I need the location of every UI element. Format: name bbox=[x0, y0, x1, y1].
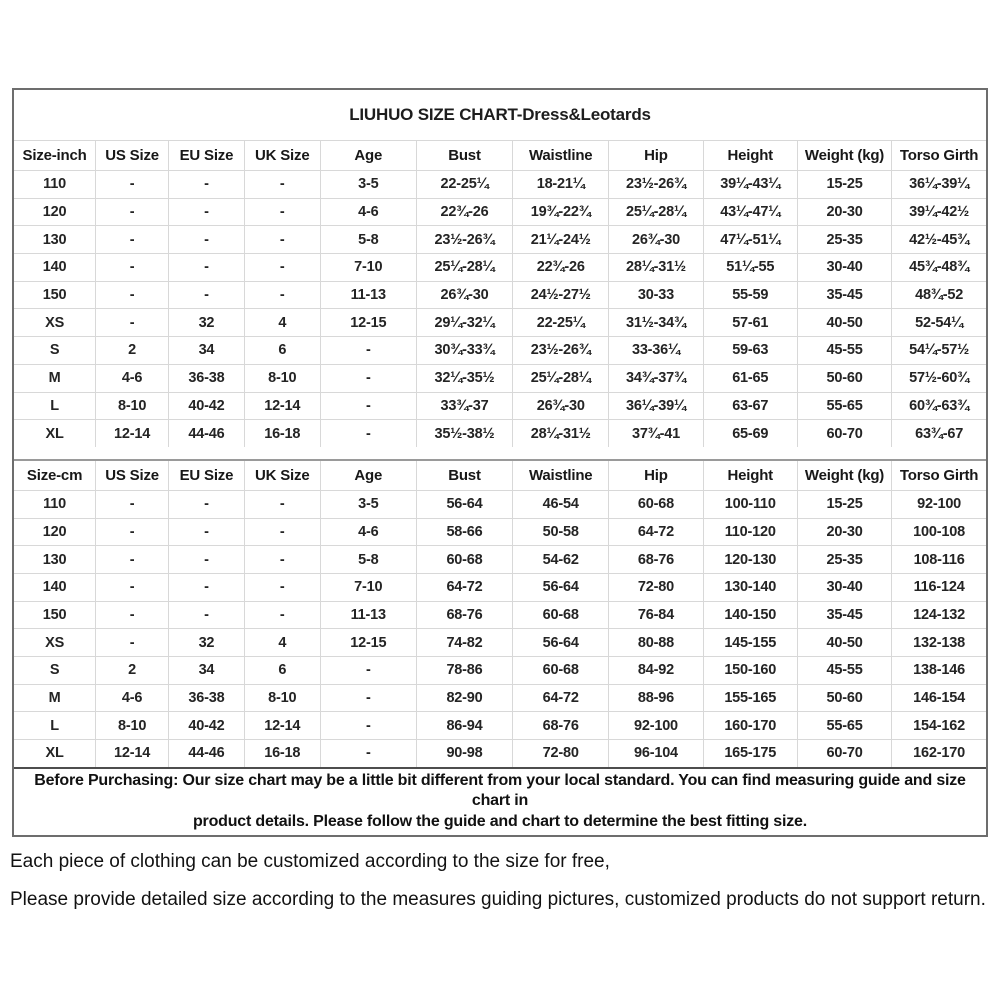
table-cell: 11-13 bbox=[320, 281, 416, 309]
table-row bbox=[14, 740, 986, 767]
chart-title: LIUHUO SIZE CHART-Dress&Leotards bbox=[14, 90, 986, 141]
table-cell: 76-84 bbox=[609, 601, 703, 629]
size-label-cell: 110 bbox=[14, 490, 96, 518]
table-cell: 29¼-32¼ bbox=[416, 309, 512, 337]
column-header: Weight (kg) bbox=[797, 461, 891, 491]
table-cell: - bbox=[169, 198, 245, 226]
table-cell: 90-98 bbox=[416, 740, 512, 767]
table-cell: 33¾-37 bbox=[416, 392, 512, 420]
table-cell: 74-82 bbox=[416, 629, 512, 657]
column-header: Height bbox=[703, 461, 797, 491]
table-cell: 2 bbox=[96, 337, 169, 365]
table-cell: 63-67 bbox=[703, 392, 797, 420]
header-row bbox=[14, 141, 986, 171]
table-row bbox=[14, 490, 986, 518]
table-row bbox=[14, 420, 986, 447]
table-cell: - bbox=[96, 226, 169, 254]
size-label-cell: 110 bbox=[14, 171, 96, 199]
table-cell: 68-76 bbox=[513, 712, 609, 740]
size-label-cell: 150 bbox=[14, 601, 96, 629]
table-cell: - bbox=[169, 601, 245, 629]
table-cell: 92-100 bbox=[892, 490, 986, 518]
table-cell: 12-14 bbox=[96, 740, 169, 767]
column-header: Bust bbox=[416, 461, 512, 491]
table-cell: 44-46 bbox=[169, 420, 245, 447]
size-label-cell: XL bbox=[14, 740, 96, 767]
table-cell: 24½-27½ bbox=[513, 281, 609, 309]
table-cell: 64-72 bbox=[609, 518, 703, 546]
table-cell: 36-38 bbox=[169, 684, 245, 712]
table-cell: 162-170 bbox=[892, 740, 986, 767]
table-cell: 120-130 bbox=[703, 546, 797, 574]
table-cell: - bbox=[96, 254, 169, 282]
size-label-cell: 140 bbox=[14, 254, 96, 282]
table-cell: - bbox=[244, 281, 320, 309]
table-cell: 8-10 bbox=[244, 364, 320, 392]
table-cell: - bbox=[320, 684, 416, 712]
table-cell: 64-72 bbox=[416, 573, 512, 601]
table-row bbox=[14, 171, 986, 199]
table-cell: - bbox=[169, 171, 245, 199]
table-cell: 43¼-47¼ bbox=[703, 198, 797, 226]
table-cell: 4-6 bbox=[320, 198, 416, 226]
table-cell: - bbox=[169, 573, 245, 601]
table-cell: - bbox=[96, 309, 169, 337]
table-cell: 36¼-39¼ bbox=[609, 392, 703, 420]
table-cell: 31½-34¾ bbox=[609, 309, 703, 337]
table-cell: 42½-45¾ bbox=[892, 226, 986, 254]
size-label-cell: 150 bbox=[14, 281, 96, 309]
table-cell: 130-140 bbox=[703, 573, 797, 601]
table-cell: - bbox=[244, 254, 320, 282]
table-cell: 60-68 bbox=[513, 657, 609, 685]
table-row bbox=[14, 337, 986, 365]
table-cell: 100-110 bbox=[703, 490, 797, 518]
table-cell: 28¼-31½ bbox=[513, 420, 609, 447]
table-cell: - bbox=[96, 281, 169, 309]
table-cell: 12-15 bbox=[320, 629, 416, 657]
size-table-inch bbox=[14, 141, 986, 447]
table-header-cm bbox=[14, 461, 986, 491]
table-cell: - bbox=[96, 546, 169, 574]
column-header: Size-inch bbox=[14, 141, 96, 171]
column-header: Waistline bbox=[513, 461, 609, 491]
table-cell: 8-10 bbox=[96, 712, 169, 740]
table-cell: 32¼-35½ bbox=[416, 364, 512, 392]
size-label-cell: M bbox=[14, 684, 96, 712]
table-header-inch bbox=[14, 141, 986, 171]
size-label-cell: 130 bbox=[14, 226, 96, 254]
table-cell: 26¾-30 bbox=[609, 226, 703, 254]
column-header: US Size bbox=[96, 461, 169, 491]
customization-notes bbox=[10, 851, 994, 927]
table-cell: 4 bbox=[244, 629, 320, 657]
table-cell: 48¾-52 bbox=[892, 281, 986, 309]
table-cell: 8-10 bbox=[96, 392, 169, 420]
table-cell: - bbox=[244, 198, 320, 226]
table-row bbox=[14, 309, 986, 337]
table-cell: 22¾-26 bbox=[513, 254, 609, 282]
table-cell: 46-54 bbox=[513, 490, 609, 518]
size-table-cm bbox=[14, 461, 986, 767]
table-cell: - bbox=[96, 629, 169, 657]
table-cell: - bbox=[169, 226, 245, 254]
table-cell: 18-21¼ bbox=[513, 171, 609, 199]
table-cell: 45-55 bbox=[797, 337, 891, 365]
table-cell: 6 bbox=[244, 337, 320, 365]
table-cell: 4-6 bbox=[96, 684, 169, 712]
table-cell: 28¼-31½ bbox=[609, 254, 703, 282]
table-cell: 124-132 bbox=[892, 601, 986, 629]
table-cell: 51¼-55 bbox=[703, 254, 797, 282]
table-cell: 44-46 bbox=[169, 740, 245, 767]
table-cell: 7-10 bbox=[320, 573, 416, 601]
table-row bbox=[14, 657, 986, 685]
table-cell: 34 bbox=[169, 657, 245, 685]
table-row bbox=[14, 254, 986, 282]
purchase-note-line1: Before Purchasing: Our size chart may be a little bit different from your local standard. You can find measuring guide and size chart in bbox=[34, 771, 966, 810]
size-label-cell: XS bbox=[14, 309, 96, 337]
table-cell: - bbox=[169, 546, 245, 574]
table-cell: 82-90 bbox=[416, 684, 512, 712]
table-cell: 32 bbox=[169, 309, 245, 337]
table-cell: 12-15 bbox=[320, 309, 416, 337]
table-row bbox=[14, 392, 986, 420]
table-cell: 39¼-42½ bbox=[892, 198, 986, 226]
table-cell: 54¼-57½ bbox=[892, 337, 986, 365]
table-cell: 30-40 bbox=[797, 254, 891, 282]
purchase-note bbox=[14, 767, 986, 836]
table-divider bbox=[14, 447, 986, 461]
table-cell: 4-6 bbox=[96, 364, 169, 392]
table-cell: 23½-26¾ bbox=[416, 226, 512, 254]
table-cell: 40-42 bbox=[169, 712, 245, 740]
table-cell: 60-68 bbox=[609, 490, 703, 518]
table-cell: 80-88 bbox=[609, 629, 703, 657]
table-cell: - bbox=[320, 364, 416, 392]
table-cell: - bbox=[320, 740, 416, 767]
table-cell: - bbox=[169, 490, 245, 518]
column-header: UK Size bbox=[244, 461, 320, 491]
table-cell: 108-116 bbox=[892, 546, 986, 574]
table-cell: 20-30 bbox=[797, 518, 891, 546]
table-cell: 26¾-30 bbox=[513, 392, 609, 420]
table-cell: 30-40 bbox=[797, 573, 891, 601]
table-cell: 23½-26¾ bbox=[513, 337, 609, 365]
table-cell: 23½-26¾ bbox=[609, 171, 703, 199]
purchase-note-line2: product details. Please follow the guide and chart to determine the best fitting size. bbox=[192, 812, 807, 830]
table-cell: - bbox=[169, 254, 245, 282]
table-cell: 86-94 bbox=[416, 712, 512, 740]
table-cell: 22¾-26 bbox=[416, 198, 512, 226]
customization-note-line1: Each piece of clothing can be customized according to the size for free, bbox=[10, 851, 610, 872]
table-cell: 16-18 bbox=[244, 420, 320, 447]
table-cell: 145-155 bbox=[703, 629, 797, 657]
table-cell: 33-36¼ bbox=[609, 337, 703, 365]
table-cell: 34¾-37¾ bbox=[609, 364, 703, 392]
table-cell: 60-68 bbox=[513, 601, 609, 629]
table-cell: 160-170 bbox=[703, 712, 797, 740]
table-cell: - bbox=[320, 337, 416, 365]
table-cell: 92-100 bbox=[609, 712, 703, 740]
table-cell: 60-68 bbox=[416, 546, 512, 574]
table-cell: 132-138 bbox=[892, 629, 986, 657]
size-label-cell: S bbox=[14, 657, 96, 685]
table-cell: 40-42 bbox=[169, 392, 245, 420]
table-cell: 45¾-48¾ bbox=[892, 254, 986, 282]
table-row bbox=[14, 629, 986, 657]
table-cell: 84-92 bbox=[609, 657, 703, 685]
column-header: Weight (kg) bbox=[797, 141, 891, 171]
table-cell: - bbox=[96, 490, 169, 518]
table-cell: 56-64 bbox=[416, 490, 512, 518]
table-cell: 110-120 bbox=[703, 518, 797, 546]
table-cell: 72-80 bbox=[513, 740, 609, 767]
table-cell: 32 bbox=[169, 629, 245, 657]
table-cell: 63¾-67 bbox=[892, 420, 986, 447]
table-cell: 150-160 bbox=[703, 657, 797, 685]
table-cell: 34 bbox=[169, 337, 245, 365]
table-cell: 57½-60¾ bbox=[892, 364, 986, 392]
table-row bbox=[14, 226, 986, 254]
table-cell: 68-76 bbox=[609, 546, 703, 574]
table-cell: - bbox=[244, 573, 320, 601]
table-cell: 55-65 bbox=[797, 712, 891, 740]
table-cell: 26¾-30 bbox=[416, 281, 512, 309]
table-cell: - bbox=[96, 601, 169, 629]
table-cell: 25¼-28¼ bbox=[416, 254, 512, 282]
table-cell: 58-66 bbox=[416, 518, 512, 546]
table-cell: - bbox=[96, 518, 169, 546]
table-cell: 4 bbox=[244, 309, 320, 337]
table-cell: - bbox=[169, 281, 245, 309]
table-cell: 57-61 bbox=[703, 309, 797, 337]
table-body-inch bbox=[14, 171, 986, 447]
table-cell: 68-76 bbox=[416, 601, 512, 629]
table-cell: - bbox=[244, 171, 320, 199]
table-cell: 40-50 bbox=[797, 309, 891, 337]
table-body-cm bbox=[14, 490, 986, 766]
table-cell: 39¼-43¼ bbox=[703, 171, 797, 199]
table-cell: 25-35 bbox=[797, 226, 891, 254]
table-cell: 15-25 bbox=[797, 490, 891, 518]
table-cell: 64-72 bbox=[513, 684, 609, 712]
column-header: Age bbox=[320, 461, 416, 491]
table-cell: 5-8 bbox=[320, 226, 416, 254]
table-cell: - bbox=[320, 420, 416, 447]
table-cell: 25-35 bbox=[797, 546, 891, 574]
table-row bbox=[14, 518, 986, 546]
table-cell: - bbox=[96, 198, 169, 226]
column-header: Height bbox=[703, 141, 797, 171]
table-cell: - bbox=[244, 518, 320, 546]
table-cell: 3-5 bbox=[320, 171, 416, 199]
table-cell: - bbox=[244, 226, 320, 254]
table-cell: 35-45 bbox=[797, 281, 891, 309]
size-label-cell: XL bbox=[14, 420, 96, 447]
table-cell: 36-38 bbox=[169, 364, 245, 392]
table-row bbox=[14, 573, 986, 601]
table-cell: 20-30 bbox=[797, 198, 891, 226]
table-cell: 30-33 bbox=[609, 281, 703, 309]
size-label-cell: S bbox=[14, 337, 96, 365]
table-cell: - bbox=[96, 171, 169, 199]
table-cell: - bbox=[244, 490, 320, 518]
column-header: EU Size bbox=[169, 461, 245, 491]
size-chart-document bbox=[12, 88, 988, 837]
table-cell: 61-65 bbox=[703, 364, 797, 392]
table-row bbox=[14, 684, 986, 712]
table-cell: 116-124 bbox=[892, 573, 986, 601]
table-cell: 40-50 bbox=[797, 629, 891, 657]
table-cell: - bbox=[320, 657, 416, 685]
table-cell: 45-55 bbox=[797, 657, 891, 685]
column-header: Hip bbox=[609, 461, 703, 491]
table-cell: 59-63 bbox=[703, 337, 797, 365]
table-cell: 55-59 bbox=[703, 281, 797, 309]
table-cell: 12-14 bbox=[96, 420, 169, 447]
table-cell: 165-175 bbox=[703, 740, 797, 767]
table-cell: 4-6 bbox=[320, 518, 416, 546]
table-cell: 78-86 bbox=[416, 657, 512, 685]
table-row bbox=[14, 712, 986, 740]
table-cell: 55-65 bbox=[797, 392, 891, 420]
table-cell: 7-10 bbox=[320, 254, 416, 282]
column-header: Bust bbox=[416, 141, 512, 171]
table-row bbox=[14, 364, 986, 392]
header-row bbox=[14, 461, 986, 491]
table-cell: 50-60 bbox=[797, 364, 891, 392]
column-header: EU Size bbox=[169, 141, 245, 171]
table-cell: 30¾-33¾ bbox=[416, 337, 512, 365]
table-cell: 56-64 bbox=[513, 573, 609, 601]
customization-note-line2: Please provide detailed size according to the measures guiding pictures, customized products do not support return. bbox=[10, 889, 986, 910]
table-cell: 146-154 bbox=[892, 684, 986, 712]
table-cell: 72-80 bbox=[609, 573, 703, 601]
size-label-cell: L bbox=[14, 712, 96, 740]
column-header: UK Size bbox=[244, 141, 320, 171]
table-cell: 88-96 bbox=[609, 684, 703, 712]
table-cell: - bbox=[244, 546, 320, 574]
table-cell: 60¾-63¾ bbox=[892, 392, 986, 420]
table-row bbox=[14, 546, 986, 574]
table-cell: - bbox=[244, 601, 320, 629]
table-cell: 6 bbox=[244, 657, 320, 685]
table-cell: 65-69 bbox=[703, 420, 797, 447]
table-cell: 138-146 bbox=[892, 657, 986, 685]
column-header: Age bbox=[320, 141, 416, 171]
table-cell: 100-108 bbox=[892, 518, 986, 546]
column-header: Torso Girth bbox=[892, 461, 986, 491]
table-cell: 96-104 bbox=[609, 740, 703, 767]
size-label-cell: XS bbox=[14, 629, 96, 657]
size-label-cell: 130 bbox=[14, 546, 96, 574]
table-cell: 12-14 bbox=[244, 712, 320, 740]
table-cell: - bbox=[320, 712, 416, 740]
table-cell: 25¼-28¼ bbox=[609, 198, 703, 226]
size-label-cell: 140 bbox=[14, 573, 96, 601]
column-header: Waistline bbox=[513, 141, 609, 171]
table-cell: - bbox=[169, 518, 245, 546]
table-cell: 3-5 bbox=[320, 490, 416, 518]
table-cell: 60-70 bbox=[797, 740, 891, 767]
table-cell: 21¼-24½ bbox=[513, 226, 609, 254]
table-cell: - bbox=[96, 573, 169, 601]
table-cell: 50-60 bbox=[797, 684, 891, 712]
table-cell: 37¾-41 bbox=[609, 420, 703, 447]
table-row bbox=[14, 601, 986, 629]
table-cell: 5-8 bbox=[320, 546, 416, 574]
column-header: US Size bbox=[96, 141, 169, 171]
table-cell: 60-70 bbox=[797, 420, 891, 447]
table-cell: 25¼-28¼ bbox=[513, 364, 609, 392]
size-label-cell: 120 bbox=[14, 198, 96, 226]
table-cell: 52-54¼ bbox=[892, 309, 986, 337]
table-cell: 16-18 bbox=[244, 740, 320, 767]
column-header: Torso Girth bbox=[892, 141, 986, 171]
table-cell: 47¼-51¼ bbox=[703, 226, 797, 254]
table-row bbox=[14, 198, 986, 226]
column-header: Size-cm bbox=[14, 461, 96, 491]
table-cell: 35½-38½ bbox=[416, 420, 512, 447]
table-cell: 22-25¼ bbox=[416, 171, 512, 199]
size-label-cell: M bbox=[14, 364, 96, 392]
table-cell: 15-25 bbox=[797, 171, 891, 199]
table-cell: 2 bbox=[96, 657, 169, 685]
table-cell: 50-58 bbox=[513, 518, 609, 546]
table-cell: 140-150 bbox=[703, 601, 797, 629]
size-label-cell: 120 bbox=[14, 518, 96, 546]
table-cell: 54-62 bbox=[513, 546, 609, 574]
table-cell: 56-64 bbox=[513, 629, 609, 657]
table-cell: 22-25¼ bbox=[513, 309, 609, 337]
table-cell: 8-10 bbox=[244, 684, 320, 712]
table-cell: 35-45 bbox=[797, 601, 891, 629]
column-header: Hip bbox=[609, 141, 703, 171]
table-row bbox=[14, 281, 986, 309]
table-cell: 19¾-22¾ bbox=[513, 198, 609, 226]
table-cell: 11-13 bbox=[320, 601, 416, 629]
size-label-cell: L bbox=[14, 392, 96, 420]
table-cell: 155-165 bbox=[703, 684, 797, 712]
table-cell: 154-162 bbox=[892, 712, 986, 740]
table-cell: - bbox=[320, 392, 416, 420]
table-cell: 12-14 bbox=[244, 392, 320, 420]
table-cell: 36¼-39¼ bbox=[892, 171, 986, 199]
